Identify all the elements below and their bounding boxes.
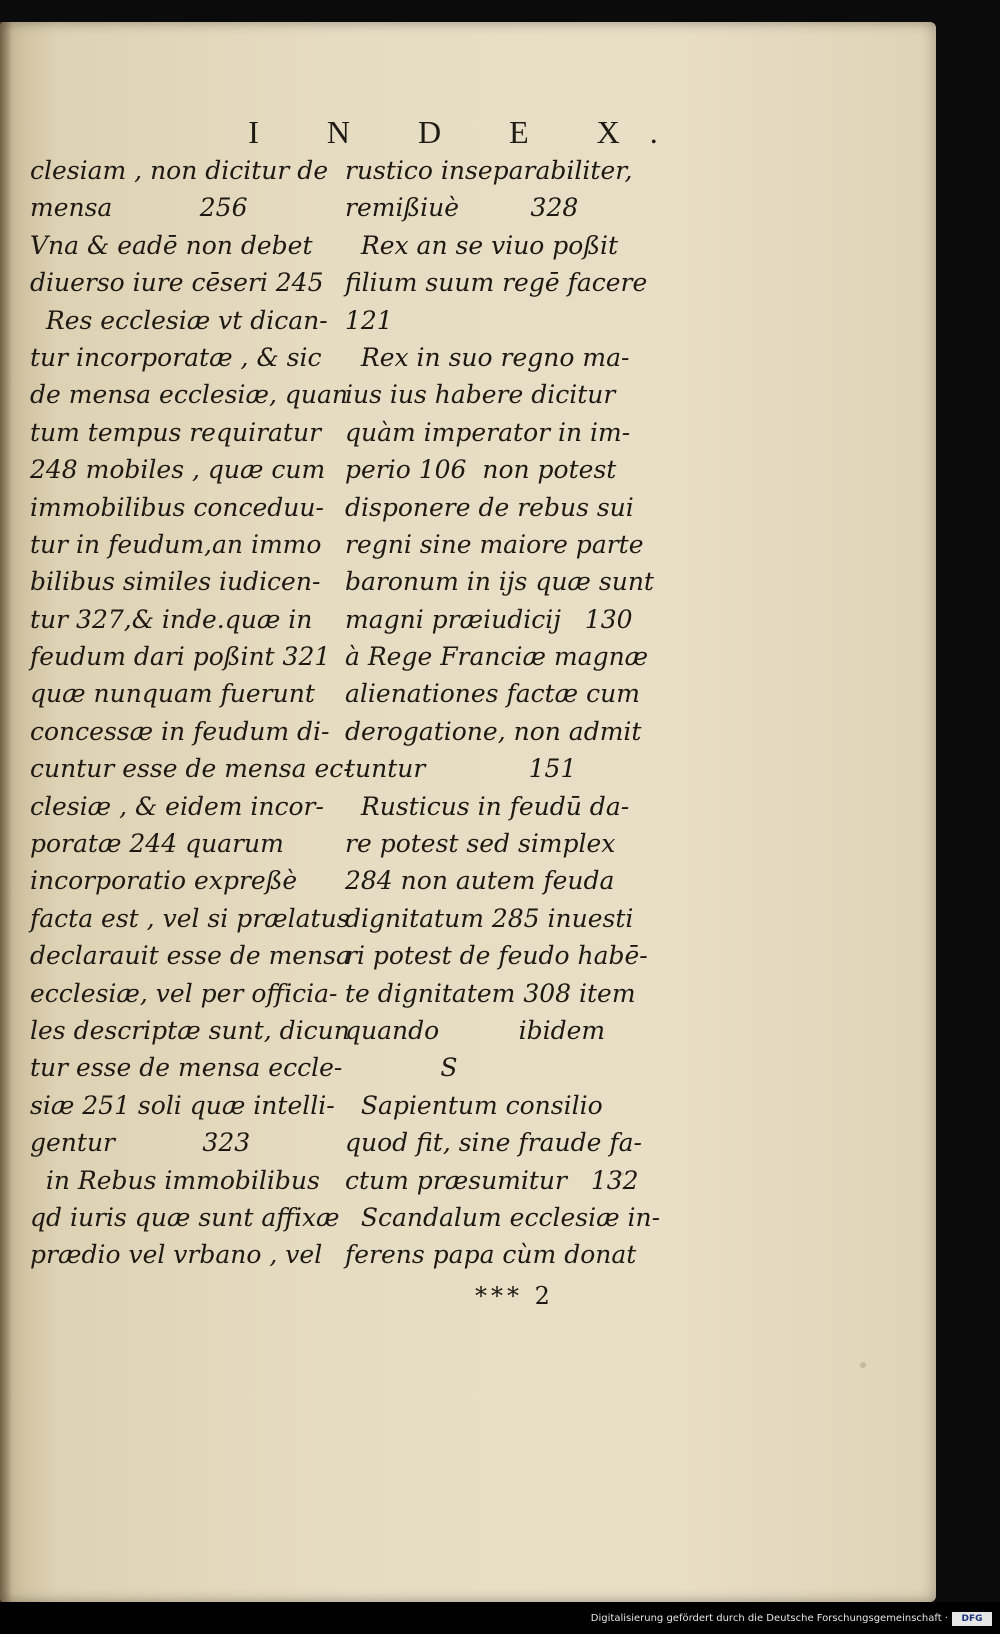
index-entry-line: ecclesiæ, vel per officia- — [30, 978, 338, 1008]
index-entry-line: rustico inseparabiliter, — [345, 156, 633, 185]
index-entry-line: baronum in ijs quæ sunt — [345, 567, 654, 597]
index-entry-line: clesiam , non dicitur de — [30, 156, 329, 185]
index-entry-line: siæ 251 soli quæ intelli- — [30, 1090, 335, 1120]
dfg-logo: DFG — [952, 1612, 992, 1626]
index-entry-line: de mensa ecclesiæ, quan — [30, 380, 348, 410]
index-entry-line: gentur 323 — [30, 1128, 251, 1158]
index-entry-line: quod fit, sine fraude fa- — [345, 1128, 642, 1158]
index-entry-line: 248 mobiles , quæ cum — [30, 455, 326, 485]
gutter-shadow — [0, 22, 12, 1602]
index-entry-line: Sapientum consilio — [345, 1090, 603, 1120]
index-entry-line: re potest sed simplex — [345, 829, 616, 859]
index-entry-line: diuerso iure cēseri 245 — [30, 268, 324, 298]
index-entry-line: perio 106 non potest — [345, 455, 617, 485]
index-entry-line: qd iuris quæ sunt affixæ — [30, 1202, 340, 1232]
index-entry-line: tur 327,& inde.quæ in — [30, 604, 313, 634]
index-entry-line: Vna & eadē non debet — [30, 230, 313, 260]
index-column-right — [345, 152, 660, 1274]
index-entry-line: quæ nunquam fuerunt — [30, 679, 315, 709]
index-entry-line: Res ecclesiæ vt dican- — [30, 305, 328, 335]
index-entry-line: te dignitatem 308 item — [345, 978, 636, 1008]
index-entry-line: Scandalum ecclesiæ in- — [345, 1202, 661, 1232]
index-entry-line: 121 — [345, 305, 393, 335]
index-entry-line: disponere de rebus sui — [345, 492, 634, 522]
index-entry-line: in Rebus immobilibus — [30, 1165, 320, 1195]
index-entry-line: facta est , vel si prælatus — [30, 903, 350, 933]
index-entry-line: mensa 256 — [30, 193, 248, 223]
paper-stain — [860, 1362, 866, 1368]
index-entry-line: Rex in suo regno ma- — [345, 342, 630, 372]
index-entry-line: tur incorporatæ , & sic — [30, 342, 322, 372]
index-entry-line: bilibus similes iudicen- — [30, 567, 321, 597]
index-entry-line: concessæ in feudum di- — [30, 716, 330, 746]
page-header: I N D E X. — [248, 114, 688, 150]
index-entry-line: remißiuè 328 — [345, 193, 579, 223]
index-entry-line: poratæ 244 quarum — [30, 829, 284, 859]
index-entry-line: feudum dari poßint 321 — [30, 642, 331, 672]
index-entry-line: Rex an se viuo poßit — [345, 230, 619, 260]
index-entry-line: 284 non autem feuda — [345, 866, 615, 896]
index-entry-line: alienationes factæ cum — [345, 679, 640, 709]
index-entry-line: les descriptæ sunt, dicun — [30, 1015, 350, 1045]
index-entry-line: dignitatum 285 inuesti — [345, 903, 634, 933]
index-entry-line: prædio vel vrbano , vel — [30, 1240, 323, 1270]
index-entry-line: immobilibus conceduu- — [30, 492, 324, 522]
index-entry-line: ri potest de feudo habē- — [345, 941, 648, 971]
index-entry-line: regni sine maiore parte — [345, 529, 644, 559]
index-entry-line: derogatione, non admit — [345, 716, 642, 746]
digitization-credit: Digitalisierung gefördert durch die Deutsche Forschungsgemeinschaft · — [590, 1613, 948, 1624]
index-entry-line: tur esse de mensa eccle- — [30, 1053, 343, 1083]
index-entry-line: ctum præsumitur 132 — [345, 1165, 639, 1195]
index-entry-line: S — [345, 1053, 458, 1083]
index-entry-line: tum tempus requiratur — [30, 417, 322, 447]
index-entry-line: tur in feudum,an immo — [30, 529, 322, 559]
signature-mark: *** 2 — [475, 1282, 554, 1310]
index-entry-line: quando ibidem — [345, 1015, 606, 1045]
index-entry-line: ius ius habere dicitur — [345, 380, 616, 410]
index-entry-line: à Rege Franciæ magnæ — [345, 642, 649, 672]
index-column-left — [30, 152, 352, 1274]
index-entry-line: quàm imperator in im- — [345, 417, 631, 447]
index-entry-line: filium suum regē facere — [345, 268, 648, 298]
footer-bar — [0, 1602, 1000, 1634]
book-page — [0, 22, 936, 1602]
index-entry-line: clesiæ , & eidem incor- — [30, 791, 324, 821]
index-entry-line: Rusticus in feudū da- — [345, 791, 630, 821]
index-entry-line: incorporatio expreßè — [30, 866, 298, 896]
index-entry-line: declarauit esse de mensa — [30, 941, 351, 971]
index-entry-line: cuntur esse de mensa ec- — [30, 754, 352, 784]
index-entry-line: tuntur 151 — [345, 754, 577, 784]
index-entry-line: magni præiudicij 130 — [345, 604, 633, 634]
index-entry-line: ferens papa cùm donat — [345, 1240, 637, 1270]
